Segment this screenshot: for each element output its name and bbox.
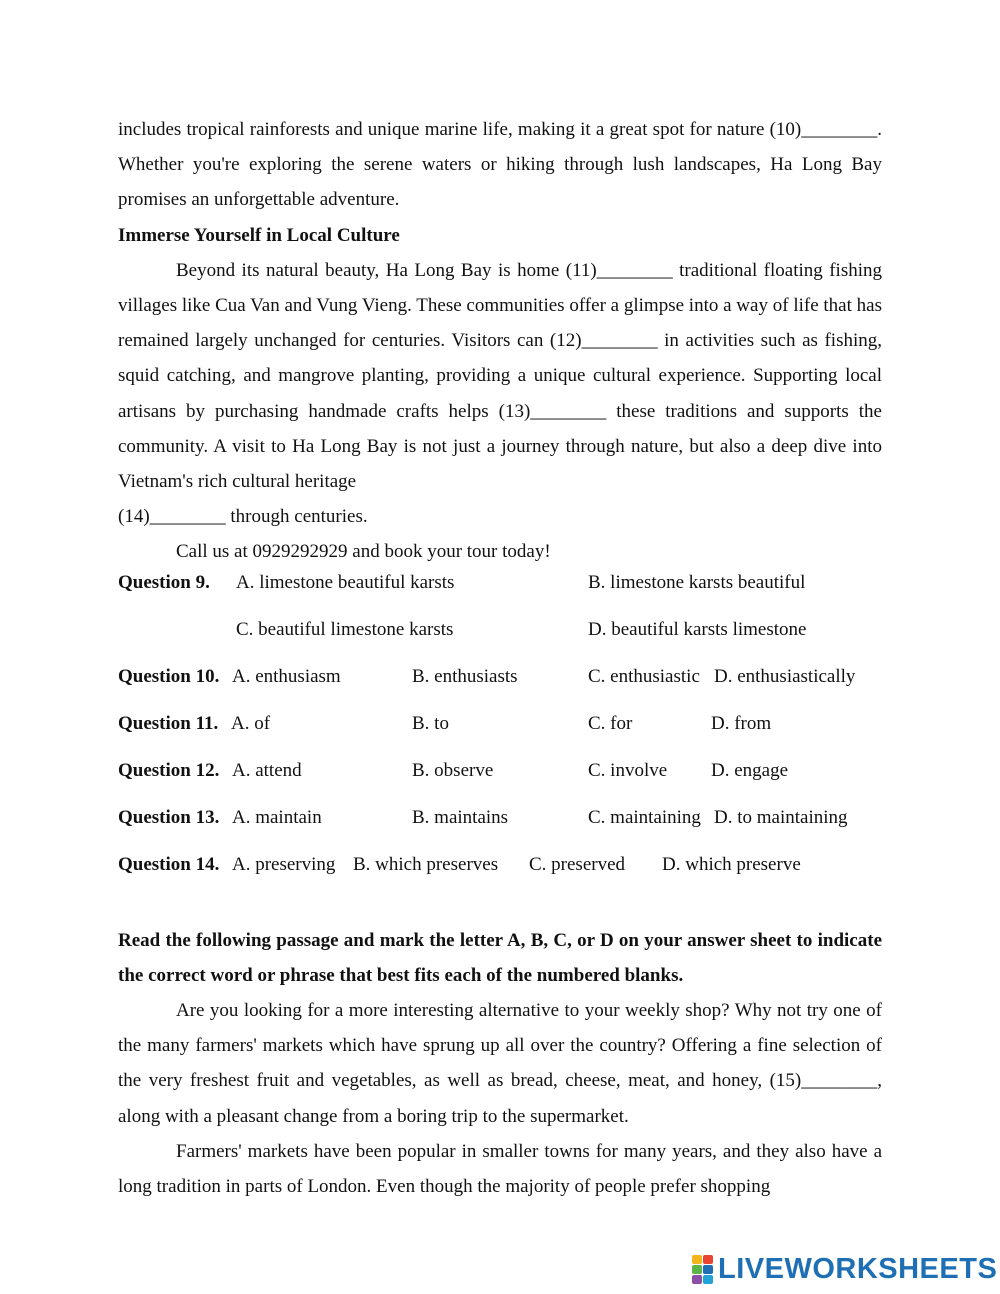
questions-list xyxy=(118,570,882,899)
question-row xyxy=(118,711,882,758)
option-a[interactable]: A. enthusiasm xyxy=(232,665,341,687)
question-row xyxy=(118,758,882,805)
passage-paragraph-continued: includes tropical rainforests and unique marine life, making it a great spot for nature (10)________. Whether you're exploring the serene waters or hiking through lush landscapes, Ha Long Bay promises an unforgettable adventure. xyxy=(118,119,882,211)
option-b[interactable]: B. enthusiasts xyxy=(412,665,518,687)
question-row xyxy=(118,664,882,711)
option-a[interactable]: A. preserving xyxy=(232,853,336,875)
question-row xyxy=(118,617,882,664)
option-d[interactable]: D. engage xyxy=(711,759,789,781)
option-c[interactable]: C. beautiful limestone karsts xyxy=(236,618,454,640)
option-b[interactable]: B. maintains xyxy=(412,806,509,828)
option-b[interactable]: B. which preserves xyxy=(353,853,499,875)
option-d[interactable]: D. which preserve xyxy=(662,853,801,875)
question-label: Question 12. xyxy=(118,759,220,781)
option-b[interactable]: B. observe xyxy=(412,759,494,781)
option-c[interactable]: C. preserved xyxy=(529,853,626,875)
option-d[interactable]: D. enthusiastically xyxy=(714,665,856,687)
culture-paragraph-tail: (14)________ through centuries. xyxy=(118,506,368,528)
section-heading: Immerse Yourself in Local Culture xyxy=(118,224,400,246)
option-a[interactable]: A. maintain xyxy=(232,806,322,828)
markets-paragraph-2: Farmers' markets have been popular in smaller towns for many years, and they also have a long tradition in parts of London. Even though the majority of people prefer shopping xyxy=(118,1140,882,1198)
logo-text: LIVEWORKSHEETS xyxy=(718,1252,998,1285)
question-row xyxy=(118,805,882,852)
option-c[interactable]: C. maintaining xyxy=(588,806,701,828)
option-c[interactable]: C. enthusiastic xyxy=(588,665,700,687)
option-d[interactable]: D. beautiful karsts limestone xyxy=(588,618,807,640)
option-a[interactable]: A. of xyxy=(231,712,271,734)
option-a[interactable]: A. attend xyxy=(232,759,302,781)
option-d[interactable]: D. to maintaining xyxy=(714,806,848,828)
spacer xyxy=(118,899,882,923)
question-label: Question 13. xyxy=(118,806,220,828)
section-instruction: Read the following passage and mark the letter A, B, C, or D on your answer sheet to indicate the correct word or phrase that best fits each of the numbered blanks. xyxy=(118,929,882,986)
worksheet-page xyxy=(118,112,882,1204)
call-to-action: Call us at 0929292929 and book your tour today! xyxy=(176,541,551,563)
option-c[interactable]: C. for xyxy=(588,712,633,734)
option-b[interactable]: B. to xyxy=(412,712,449,734)
question-row xyxy=(118,852,882,899)
culture-paragraph: Beyond its natural beauty, Ha Long Bay is home (11)________ traditional floating fishing villages like Cua Van and Vung Vieng. These communities offer a glimpse into a way of life that has remained largely unchanged for centuries. Visitors can (12)________ in activities such as fishing, squid catching, and mangrove planting, providing a unique cultural experience. Supporting local artisans by purchasing handmade crafts helps (13)________ these traditions and supports the community. A visit to Ha Long Bay is not just a journey through nature, but also a deep dive into Vietnam's rich cultural heritage xyxy=(118,259,882,493)
question-label: Question 11. xyxy=(118,712,219,734)
question-label: Question 9. xyxy=(118,571,210,593)
option-b[interactable]: B. limestone karsts beautiful xyxy=(588,571,806,593)
option-a[interactable]: A. limestone beautiful karsts xyxy=(236,571,455,593)
question-row xyxy=(118,570,882,617)
markets-paragraph-1: Are you looking for a more interesting alternative to your weekly shop? Why not try one of the many farmers' markets which have sprung up all over the country? Offering a fine selection of the very freshest fruit and vegetables, as well as bread, cheese, meat, and honey, (15)________, along with a pleasant change from a boring trip to the supermarket. xyxy=(118,1000,882,1127)
question-label: Question 14. xyxy=(118,853,220,875)
question-label: Question 10. xyxy=(118,665,220,687)
option-c[interactable]: C. involve xyxy=(588,759,668,781)
option-d[interactable]: D. from xyxy=(711,712,772,734)
logo-icon xyxy=(692,1255,714,1283)
liveworksheets-logo xyxy=(692,1252,997,1286)
